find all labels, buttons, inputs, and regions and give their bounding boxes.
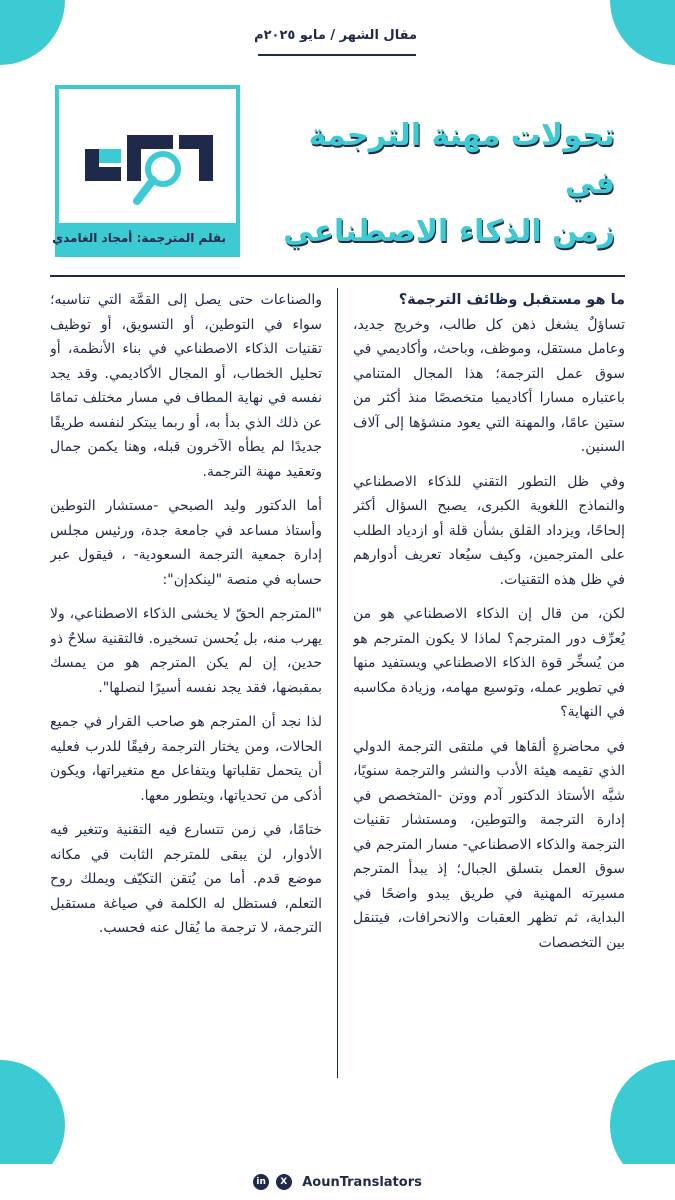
quote-paragraph: "المترجم الحقّ لا يخشى الذكاء الاصطناعي، ولا يهرب منه، بل يُحسن تسخيره. فالتقنية سلاحٌ ذو حدين، إن لم يكن المترجم هو من يمسك بمقبضها، فقد يجد نفسه أسيرًا لنصلها". — [50, 606, 322, 696]
paragraph: وفي ظل التطور التقني للذكاء الاصطناعي والنماذج اللغوية الكبرى، يصبح السؤال أكثر إلحاحًا، ويزداد القلق بشأن قلة أو ازدياد الطلب على المترجمين، وكيف سيُعاد تعريف أدوارهم في ظل هذه التقنيات. — [353, 473, 625, 588]
aoun-logo-icon — [85, 129, 213, 217]
social-handle[interactable]: AounTranslators — [302, 1174, 422, 1190]
author-byline: بقلم المترجمة: أمجاد الغامدي — [59, 223, 236, 253]
section-heading: ما هو مستقبل وظائف الترجمة؟ — [398, 292, 625, 308]
paragraph: لكن، من قال إن الذكاء الاصطناعي هو من يُعرِّف دور المترجم؟ لماذا لا يكون المترجم هو من يُسخِّر قوة الذكاء الاصطناعي ويستفيد منها في تطوير عمله، وتوسيع مهامه، وزيادة مكاسبه في النهاية؟ — [353, 606, 625, 720]
header-underline — [258, 54, 416, 56]
x-icon[interactable]: X — [276, 1174, 292, 1190]
corner-decoration-top-right — [610, 0, 675, 65]
article-column-left — [50, 288, 322, 1088]
paragraph: والصناعات حتى يصل إلى القمَّة التي تناسبه؛ سواء في التوطين، أو التسويق، أو توظيف تقنيات الذكاء الاصطناعي في بناء الأنظمة، أو تحليل الخطاب، أو المجال الأكاديمي. وقد يجد نفسه في نهاية المطاف في مسار مختلف تمامًا عن ذلك الذي بدأ به، أو ربما يبتكر لنفسه طريقًا جديدًا لم يطأه الآخرون قبله، وهنا يكمن جمال وتعقيد مهنة الترجمة. — [50, 292, 322, 480]
article-column-right — [353, 288, 625, 1088]
title-divider — [50, 275, 625, 277]
paragraph: تساؤلٌ يشغل ذهن كل طالب، وخريج جديد، وعامل مستقل، وموظف، وباحث، وأكاديمي في سوق عمل الترجمة؛ هذا المجال المتنامي باعتباره مسارا أكاديميا متخصصًا منذ أكثر من ستين عامًا، والمهنة التي يعود منشؤها إلى آلاف السنين. — [353, 316, 625, 455]
title-line-2: زمن الذكاء الاصطناعي — [283, 214, 615, 249]
paragraph: لذا نجد أن المترجم هو صاحب القرار في جميع الحالات، ومن يختار الترجمة رفيقًا للدرب فعليه أن يتحمل تقلباتها ويتفاعل مع متغيراتها، ويكون أذكى من تحدياتها، ويتطور معها. — [50, 714, 322, 804]
paragraph: ختامًا، في زمن تتسارع فيه التقنية وتتغير فيه الأدوار، لن يبقى للمترجم الثابت في مكانه موضع قدم. أما من يُتقن التكيّف ويملك روح التعلم، فستظل له الكلمة في صياغة مستقبل الترجمة، لا ترجمة ما يُقال عنه فحسب. — [50, 822, 322, 936]
logo-box — [52, 85, 240, 257]
paragraph: في محاضرةٍ ألقاها في ملتقى الترجمة الدولي الذي تقيمه هيئة الأدب والنشر والترجمة سنويًا، شبَّه الأستاذ الدكتور آدم ووتن -المتخصص في إدارة الترجمة والتوطين، ومستشار تقنيات الترجمة والذكاء الاصطناعي- مسار المترجم في سوق العمل بتسلق الجبال؛ إذ يبدأ المترجم مسيرته المهنية في طريق يبدو واضحًا في البداية، ثم تظهر العقبات والانحرافات، فيتنقل بين التخصصات — [353, 738, 625, 951]
corner-decoration-top-left — [0, 0, 65, 65]
linkedin-icon[interactable]: in — [253, 1174, 269, 1190]
article-title — [255, 112, 615, 256]
issue-label: مقال الشهر / مايو ٢٠٢٥م — [254, 28, 417, 43]
column-separator — [337, 288, 338, 1078]
title-line-1: تحولات مهنة الترجمة في — [308, 118, 615, 201]
paragraph: أما الدكتور وليد الصبحي -مستشار التوطين وأستاذ مساعد في جامعة جدة، ورئيس مجلس إدارة جمعية الترجمة السعودية- ، فيقول عبر حسابه في منصة "لينكدإن": — [50, 498, 322, 588]
social-footer — [0, 1174, 675, 1190]
